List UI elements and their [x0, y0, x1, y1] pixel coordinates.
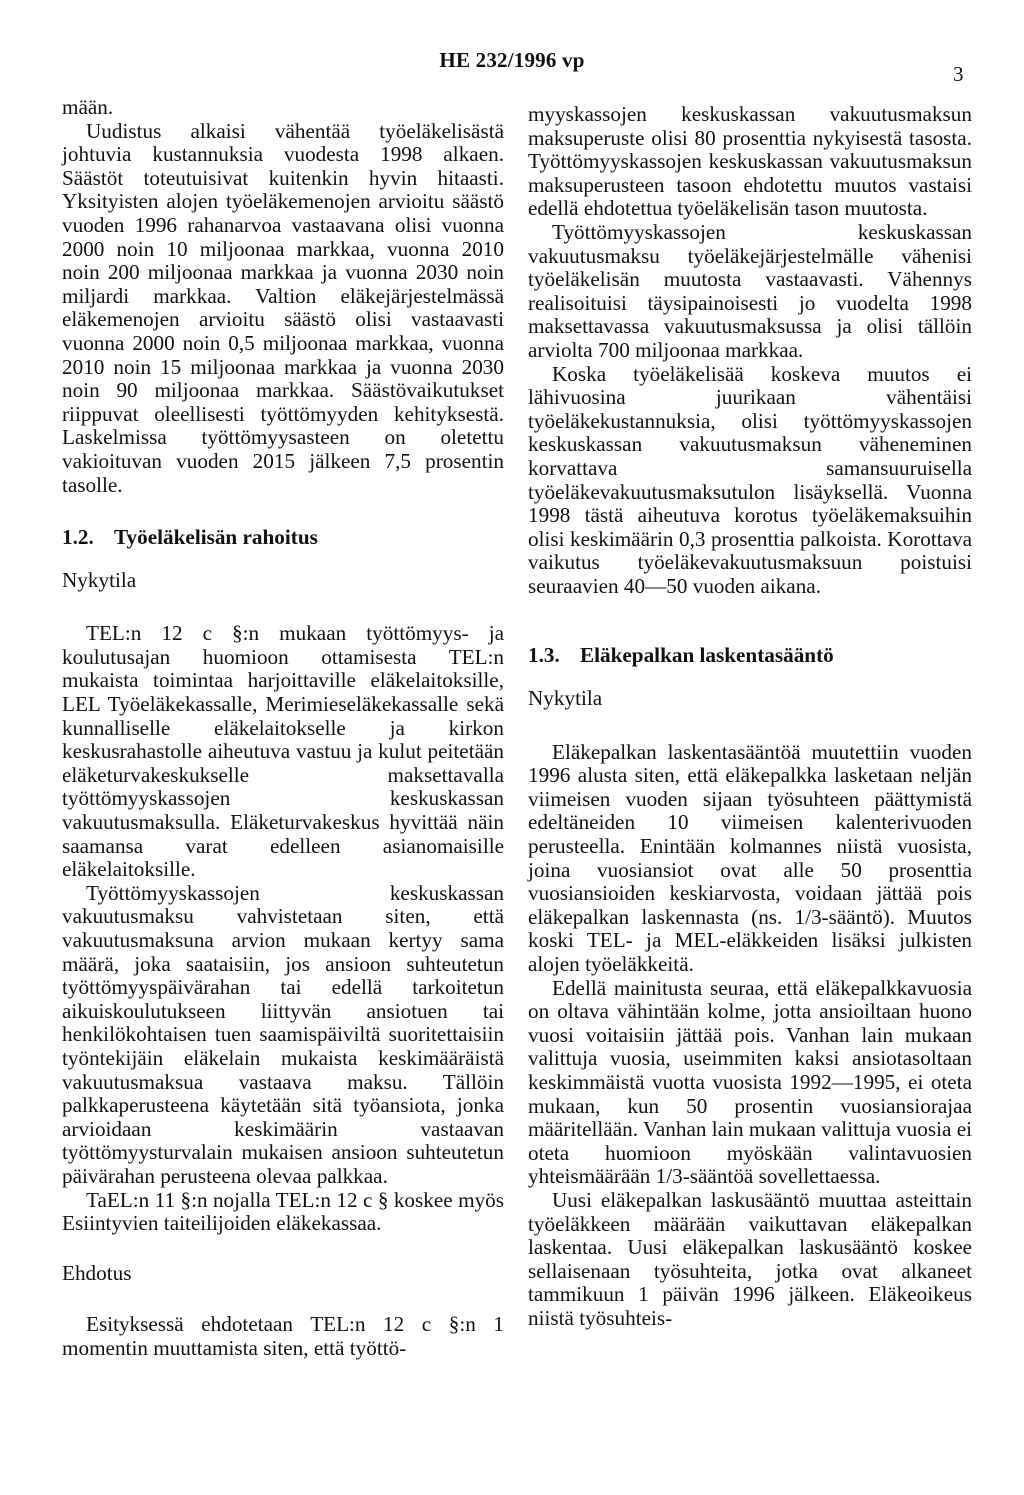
section-number: 1.3.	[528, 643, 560, 668]
section-title: Eläkepalkan laskentasääntö	[580, 643, 834, 668]
page-number: 3	[953, 62, 964, 86]
running-header: HE 232/1996 vp	[439, 48, 585, 72]
section-heading	[62, 526, 504, 550]
section-heading	[528, 644, 972, 668]
paragraph: Koska työeläkelisää koskeva muutos ei lähivuosina juurikaan vähentäisi työeläkekustannuksia, olisi työttömyyskassojen keskuskassan vakuutusmaksun väheneminen korvattava samansuuruisella työeläkevakuutusmaksutulon lisäyksellä. Vuonna 1998 tästä aiheutuva korotus työeläkemaksuihin olisi keskimäärin 0,3 prosenttia palkoista. Korottava vaikutus työeläkevakuutusmaksuun poistuisi seuraavien 40—50 vuoden aikana.	[528, 361, 972, 598]
paragraph: Edellä mainitusta seuraa, että eläkepalkkavuosia on oltava vähintään kolme, jotta ansioiltaan huono vuosi voitaisiin jättää pois. Vanhan lain mukaan valittuja vuosia, useimmiten kaksi ansiotasoltaan keskimmäistä vuotta vuosista 1992—1995, ei oteta mukaan, kun 50 prosentin vuosiansiorajaa määritellään. Vanhan lain mukaan valittuja vuosia ei oteta huomioon myöskään valintavuosien yhteismäärään 1/3-sääntöä sovellettaessa.	[528, 975, 972, 1189]
section-number: 1.2.	[62, 525, 94, 550]
paragraph: Työttömyyskassojen keskuskassan vakuutusmaksu työeläkejärjestelmälle vähenisi työeläkelisän muutosta vastaavasti. Vähennys realisoituisi täysipainoisesti jo vuodelta 1998 maksettavassa vakuutusmaksussa ja olisi tällöin arviolta 700 miljoonaa markkaa.	[528, 219, 972, 362]
paragraph: mään.	[62, 95, 114, 119]
subheading: Nykytila	[62, 567, 137, 592]
paragraph: Työttömyyskassojen keskuskassan vakuutusmaksu vahvistetaan siten, että vakuutusmaksuna arvion mukaan kertyy sama määrä, joka saataisiin, jos ansioon suhteutetun työttömyyspäivärahan tai edellä tarkoitetun aikuiskoulutukseen liittyvän ansiotuen tai henkilökohtaisen tuen saamispäiviltä suoritettaisiin työntekijäin eläkelain mukaista keskimääräistä vakuutusmaksua vastaava maksu. Tällöin palkkaperusteena käytetään sitä työansiota, jonka arvioidaan keskimäärin vastaavan työttömyysturvalain mukaisen ansioon suhteutetun päivärahan perusteena olevaa palkkaa.	[62, 880, 504, 1188]
paragraph: Uudistus alkaisi vähentää työeläkelisästä johtuvia kustannuksia vuodesta 1998 alkaen. Säästöt toteutuisivat kuitenkin hyvin hitaasti. Yksityisten alojen työeläkemenojen arvioitu säästö vuoden 1996 rahanarvoa vastaavana olisi vuonna 2000 noin 10 miljoonaa markkaa, vuonna 2010 noin 200 miljoonaa markkaa ja vuonna 2030 noin miljardi markkaa. Valtion eläkejärjestelmässä eläkemenojen arvioitu säästö olisi vastaavasti vuonna 2000 noin 0,5 miljoonaa markkaa, vuonna 2010 noin 15 miljoonaa markkaa ja vuonna 2030 noin 90 miljoonaa markkaa. Säästövaikutukset riippuvat oleellisesti työttömyyden kehityksestä. Laskelmissa työttömyysasteen on oletettu vakioituvan vuoden 2015 jälkeen 7,5 prosentin tasolle.	[62, 118, 504, 497]
section-title: Työeläkelisän rahoitus	[114, 525, 318, 550]
paragraph: Uusi eläkepalkan laskusääntö muuttaa asteittain työeläkkeen määrään vaikuttavan eläkepalkan laskentaa. Uusi eläkepalkan laskusääntö koskee sellaisenaan työsuhteita, jotka ovat alkaneet tammikuun 1 päivän 1996 jälkeen. Eläkeoikeus niistä työsuhteis-	[528, 1187, 972, 1330]
right-column	[528, 103, 972, 1331]
paragraph: Eläkepalkan laskentasääntöä muutettiin vuoden 1996 alusta siten, että eläkepalkka lasketaan neljän viimeisen vuoden sijaan työsuhteen päättymistä edeltäneiden 10 viimeisen kalenterivuoden perusteella. Enintään kolmannes niistä vuosista, joina vuosiansiot ovat alle 50 prosenttia vuosiansioiden keskiarvosta, voidaan jättää pois eläkepalkan laskennasta (ns. 1/3-sääntö). Muutos koski TEL- ja MEL-eläkkeiden lisäksi julkisten alojen työeläkkeitä.	[528, 739, 972, 976]
paragraph: TEL:n 12 c §:n mukaan työttömyys- ja koulutusajan huomioon ottamisesta TEL:n mukaista toimintaa harjoittaville eläkelaitoksille, LEL Työeläkekassalle, Merimieseläkekassalle sekä kunnalliselle eläkelaitokselle ja kirkon keskusrahastolle aiheutuva vastuu ja kulut peitetään eläketurvakeskukselle maksettavalla työttömyyskassojen keskuskassan vakuutusmaksulla. Eläketurvakeskus hyvittää näin saamansa varat edelleen asianomaisille eläkelaitoksille.	[62, 621, 504, 882]
paragraph: TaEL:n 11 §:n nojalla TEL:n 12 c § koskee myös Esiintyvien taiteilijoiden eläkekassaa.	[62, 1187, 504, 1236]
subheading: Ehdotus	[62, 1260, 132, 1285]
subheading: Nykytila	[528, 686, 603, 711]
paragraph: Esityksessä ehdotetaan TEL:n 12 c §:n 1 momentin muuttamista siten, että työttö-	[62, 1312, 504, 1360]
left-column	[62, 96, 504, 1361]
paragraph: myyskassojen keskuskassan vakuutusmaksun maksuperuste olisi 80 prosenttia nykyisestä tasosta. Työttömyyskassojen keskuskassan vakuutusmaksun maksuperusteen tasoon ehdotettu muutos vastaisi edellä ehdotettua työeläkelisän tason muutosta.	[528, 102, 972, 221]
